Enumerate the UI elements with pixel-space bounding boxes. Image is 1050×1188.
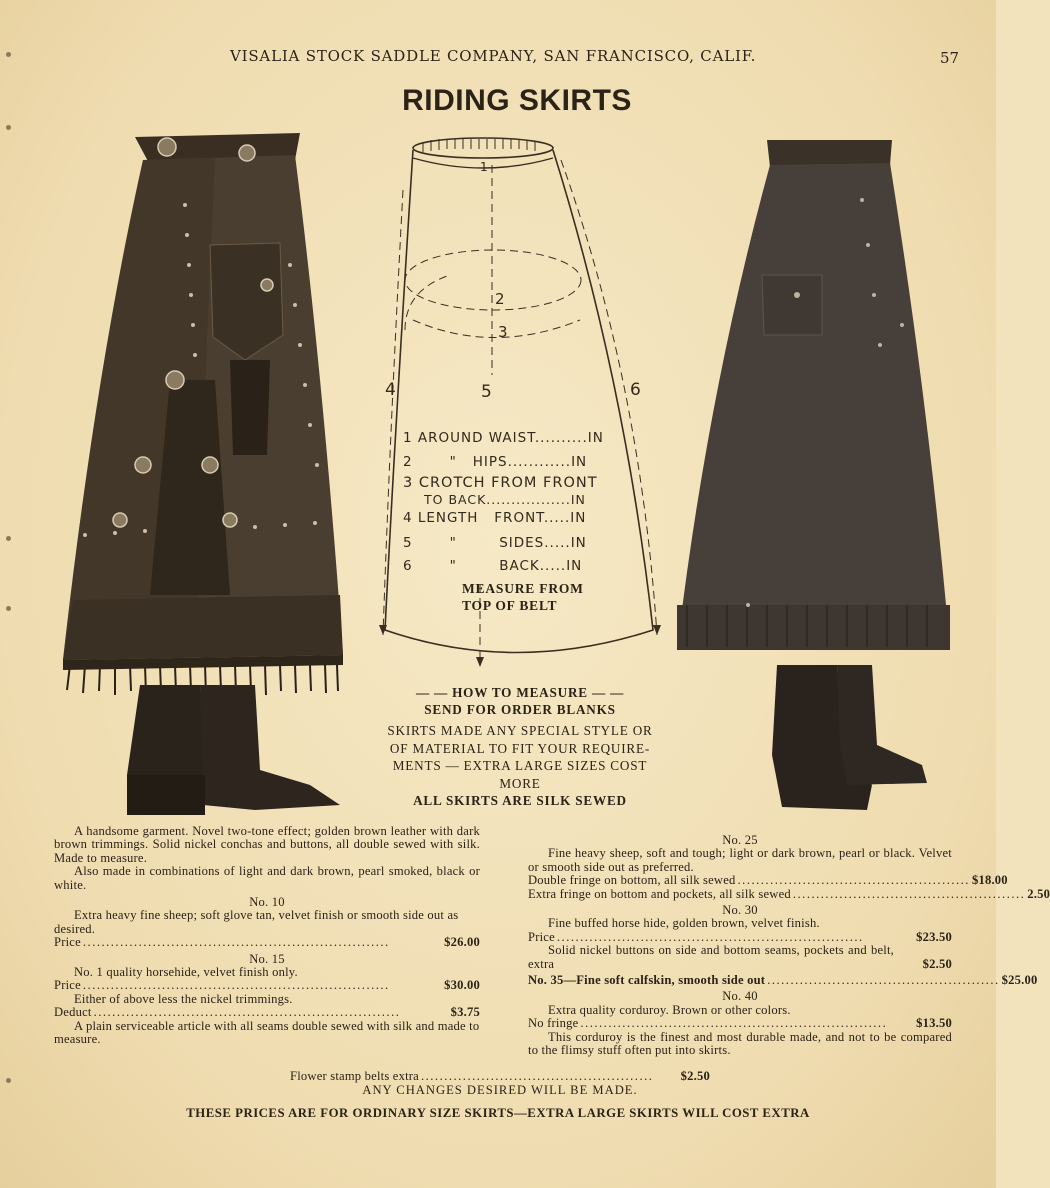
margin-speck: [6, 606, 11, 611]
page-number: 57: [940, 49, 960, 67]
nickel-buttons-price: $2.50: [922, 956, 952, 971]
no25-description: Fine heavy sheep, soft and tough; light or dark brown, pearl or black. Velvet or smooth side out as preferred.: [528, 846, 952, 874]
margin-speck: [6, 125, 11, 130]
diagram-number-6: 6: [630, 380, 642, 400]
no30-price-row: Price .................................................................. $23.50: [528, 929, 952, 944]
no30-description: Fine buffed horse hide, golden brown, velvet finish.: [548, 916, 820, 931]
diagram-number-4: 4: [385, 380, 397, 400]
measure-line-length-front: 4 LENGTH FRONT.....IN: [403, 510, 587, 526]
left-description-column: [54, 825, 480, 1047]
plain-leather-skirt-illustration: [672, 135, 952, 815]
no25-double-fringe-price: $18.00: [971, 873, 1008, 888]
measure-note-line1: MEASURE FROM: [462, 581, 584, 596]
no15-price-row: Price .................................................................. $30.00: [54, 978, 480, 993]
no40-price-row: No fringe .................................................................. $13.50: [528, 1016, 952, 1031]
silk-sewed-note: ALL SKIRTS ARE SILK SEWED: [413, 793, 627, 808]
no10-description: Extra heavy fine sheep; soft glove tan, velvet finish or smooth side out as desired.: [54, 908, 459, 936]
no25-double-fringe-row: Double fringe on bottom, all silk sewed .................................................. $18.00: [528, 873, 1008, 888]
no30-price: $23.50: [916, 929, 952, 944]
measure-line-crotch: 3 CROTCH FROM FRONT: [403, 475, 598, 491]
corduroy-paragraph: This corduroy is the finest and most durable made, and not to be compared to the flimsy stuff often put into skirts.: [528, 1029, 952, 1058]
fringed-leather-skirt-illustration: [55, 125, 355, 810]
extra-large-prices-note: THESE PRICES ARE FOR ORDINARY SIZE SKIRTS—EXTRA LARGE SKIRTS WILL COST EXTRA: [186, 1106, 810, 1120]
intro-paragraph: A handsome garment. Novel two-tone effect; golden brown leather with dark brown trimmings. Solid nickel conchas and buttons, all double sewed with silk. Made to measure.: [54, 824, 480, 865]
measure-line-waist: 1 AROUND WAIST..........IN: [403, 430, 604, 446]
no15-heading: No. 15: [249, 951, 285, 966]
no35-price-row: No. 35—Fine soft calfskin, smooth side out .................................................. $25.00: [528, 973, 1038, 988]
deduct-price-row: Deduct .................................................................. $3.75: [54, 1005, 480, 1020]
diagram-number-2: 2: [495, 290, 506, 308]
right-description-column: [528, 833, 1050, 1058]
no40-price: $13.50: [916, 1016, 952, 1031]
changes-note: ANY CHANGES DESIRED WILL BE MADE.: [362, 1083, 638, 1097]
deduct-description: Either of above less the nickel trimmings.: [74, 991, 293, 1006]
diagram-number-3: 3: [498, 323, 509, 341]
no10-price: $26.00: [444, 935, 480, 950]
how-to-measure-heading: — — HOW TO MEASURE — —: [415, 685, 625, 700]
no25-extra-fringe-price: 2.50: [1027, 886, 1050, 901]
combinations-paragraph: Also made in combinations of light and dark brown, pearl smoked, black or white.: [54, 864, 480, 892]
special-style-note: SKIRTS MADE ANY SPECIAL STYLE OR OF MATERIAL TO FIT YOUR REQUIRE- MENTS — EXTRA LARGE SIZES COST MORE: [387, 723, 653, 791]
no15-price: $30.00: [444, 978, 480, 993]
margin-speck: [6, 536, 11, 541]
no25-extra-fringe-row: Extra fringe on bottom and pockets, all silk sewed .................................................. 2.50: [528, 886, 1050, 901]
measure-line-back: 6 " BACK.....IN: [403, 558, 583, 574]
measure-note-line2: TOP OF BELT: [462, 598, 558, 613]
measure-line-to-back: TO BACK.................IN: [424, 492, 586, 507]
diagram-number-5: 5: [481, 382, 493, 402]
send-for-order-blanks: SEND FOR ORDER BLANKS: [424, 702, 616, 717]
no25-heading: No. 25: [722, 833, 758, 847]
no10-heading: No. 10: [249, 895, 285, 910]
nickel-buttons-paragraph: Solid nickel buttons on side and bottom seams, pockets and belt, extra $2.50: [528, 943, 952, 971]
company-header: VISALIA STOCK SADDLE COMPANY, SAN FRANCISCO, CALIF.: [230, 47, 757, 65]
measure-line-hips: 2 " HIPS............IN: [403, 454, 588, 470]
no40-heading: No. 40: [722, 989, 758, 1004]
plain-article-paragraph: A plain serviceable article with all seams double sewed with silk and made to measure.: [54, 1018, 480, 1047]
deduct-price: $3.75: [450, 1005, 480, 1020]
belts-price: $2.50: [680, 1069, 710, 1083]
no30-heading: No. 30: [722, 903, 758, 918]
no10-price-row: Price .................................................................. $26.00: [54, 935, 480, 950]
measure-line-sides: 5 " SIDES.....IN: [403, 535, 587, 551]
margin-speck: [6, 1078, 11, 1083]
no35-price: $25.00: [1001, 973, 1038, 988]
no15-description: No. 1 quality horsehide, velvet finish only.: [74, 965, 298, 980]
page-title: RIDING SKIRTS: [402, 84, 632, 117]
margin-speck: [6, 52, 11, 57]
no40-description: Extra quality corduroy. Brown or other colors.: [548, 1002, 791, 1017]
diagram-number-1: 1: [480, 160, 489, 174]
belts-price-row: Flower stamp belts extra .................................................. $2.50: [290, 1069, 710, 1083]
